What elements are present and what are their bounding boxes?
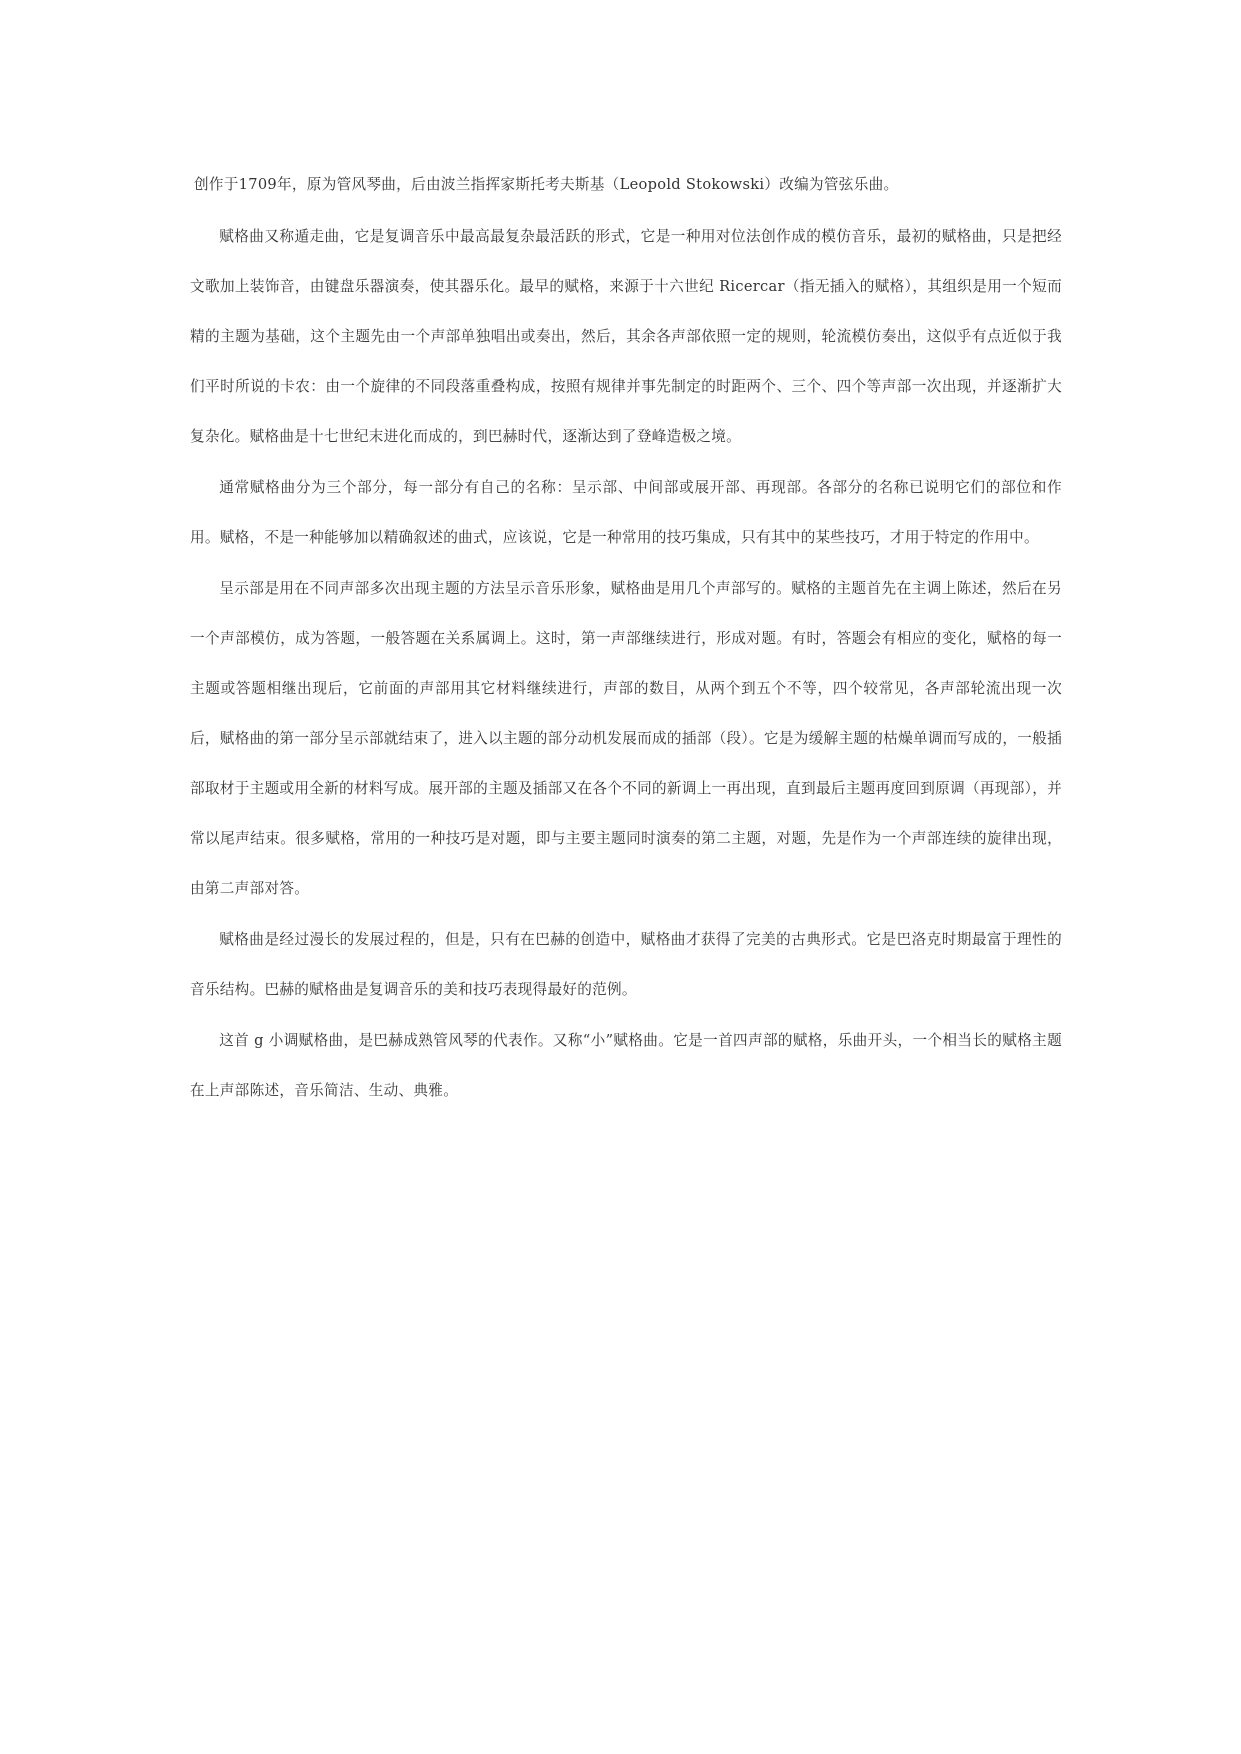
paragraph-exposition: 呈示部是用在不同声部多次出现主题的方法呈示音乐形象，赋格曲是用几个声部写的。赋格的主题首先在主调上陈述，然后在另一个声部模仿，成为答题，一般答题在关系属调上。这时，第一声部继续进行，形成对题。有时，答题会有相应的变化，赋格的每一主题或答题相继出现后，它前面的声部用其它材料继续进行，声部的数目，从两个到五个不等，四个较常见，各声部轮流出现一次后，赋格曲的第一部分呈示部就结束了，进入以主题的部分动机发展而成的插部（段）。它是为缓解主题的枯燥单调而写成的，一般插部取材于主题或用全新的材料写成。展开部的主题及插部又在各个不同的新调上一再出现，直到最后主题再度回到原调（再现部），并常以尾声结束。很多赋格，常用的一种技巧是对题，即与主要主题同时演奏的第二主题，对题，先是作为一个声部连续的旋律出现，由第二声部对答。 bbox=[190, 580, 1062, 897]
paragraph-g-minor-fugue: 这首 g 小调赋格曲，是巴赫成熟管风琴的代表作。又称“小”赋格曲。它是一首四声部的赋格，乐曲开头，一个相当长的赋格主题在上声部陈述，音乐简洁、生动、典雅。 bbox=[190, 1032, 1062, 1099]
paragraph-fugue-structure: 通常赋格曲分为三个部分，每一部分有自己的名称：呈示部、中间部或展开部、再现部。各部分的名称已说明它们的部位和作用。赋格，不是一种能够加以精确叙述的曲式，应该说，它是一种常用的技巧集成，只有其中的某些技巧，才用于特定的作用中。 bbox=[190, 479, 1062, 546]
document-body bbox=[190, 160, 1062, 1117]
paragraph-intro: 创作于1709年，原为管风琴曲，后由波兰指挥家斯托考夫斯基（Leopold Stokowski）改编为管弦乐曲。 bbox=[194, 176, 899, 193]
paragraph-fugue-definition: 赋格曲又称遁走曲，它是复调音乐中最高最复杂最活跃的形式，它是一种用对位法创作成的模仿音乐，最初的赋格曲，只是把经文歌加上装饰音，由键盘乐器演奏，使其器乐化。最早的赋格，来源于十六世纪 Ricercar（指无插入的赋格），其组织是用一个短而精的主题为基础，这个主题先由一个声部单独唱出或奏出，然后，其余各声部依照一定的规则，轮流模仿奏出，这似乎有点近似于我们平时所说的卡农：由一个旋律的不同段落重叠构成，按照有规律并事先制定的时距两个、三个、四个等声部一次出现，并逐渐扩大复杂化。赋格曲是十七世纪末进化而成的，到巴赫时代，逐渐达到了登峰造极之境。 bbox=[190, 228, 1062, 445]
paragraph-bach-fugue: 赋格曲是经过漫长的发展过程的，但是，只有在巴赫的创造中，赋格曲才获得了完美的古典形式。它是巴洛克时期最富于理性的音乐结构。巴赫的赋格曲是复调音乐的美和技巧表现得最好的范例。 bbox=[190, 931, 1062, 998]
